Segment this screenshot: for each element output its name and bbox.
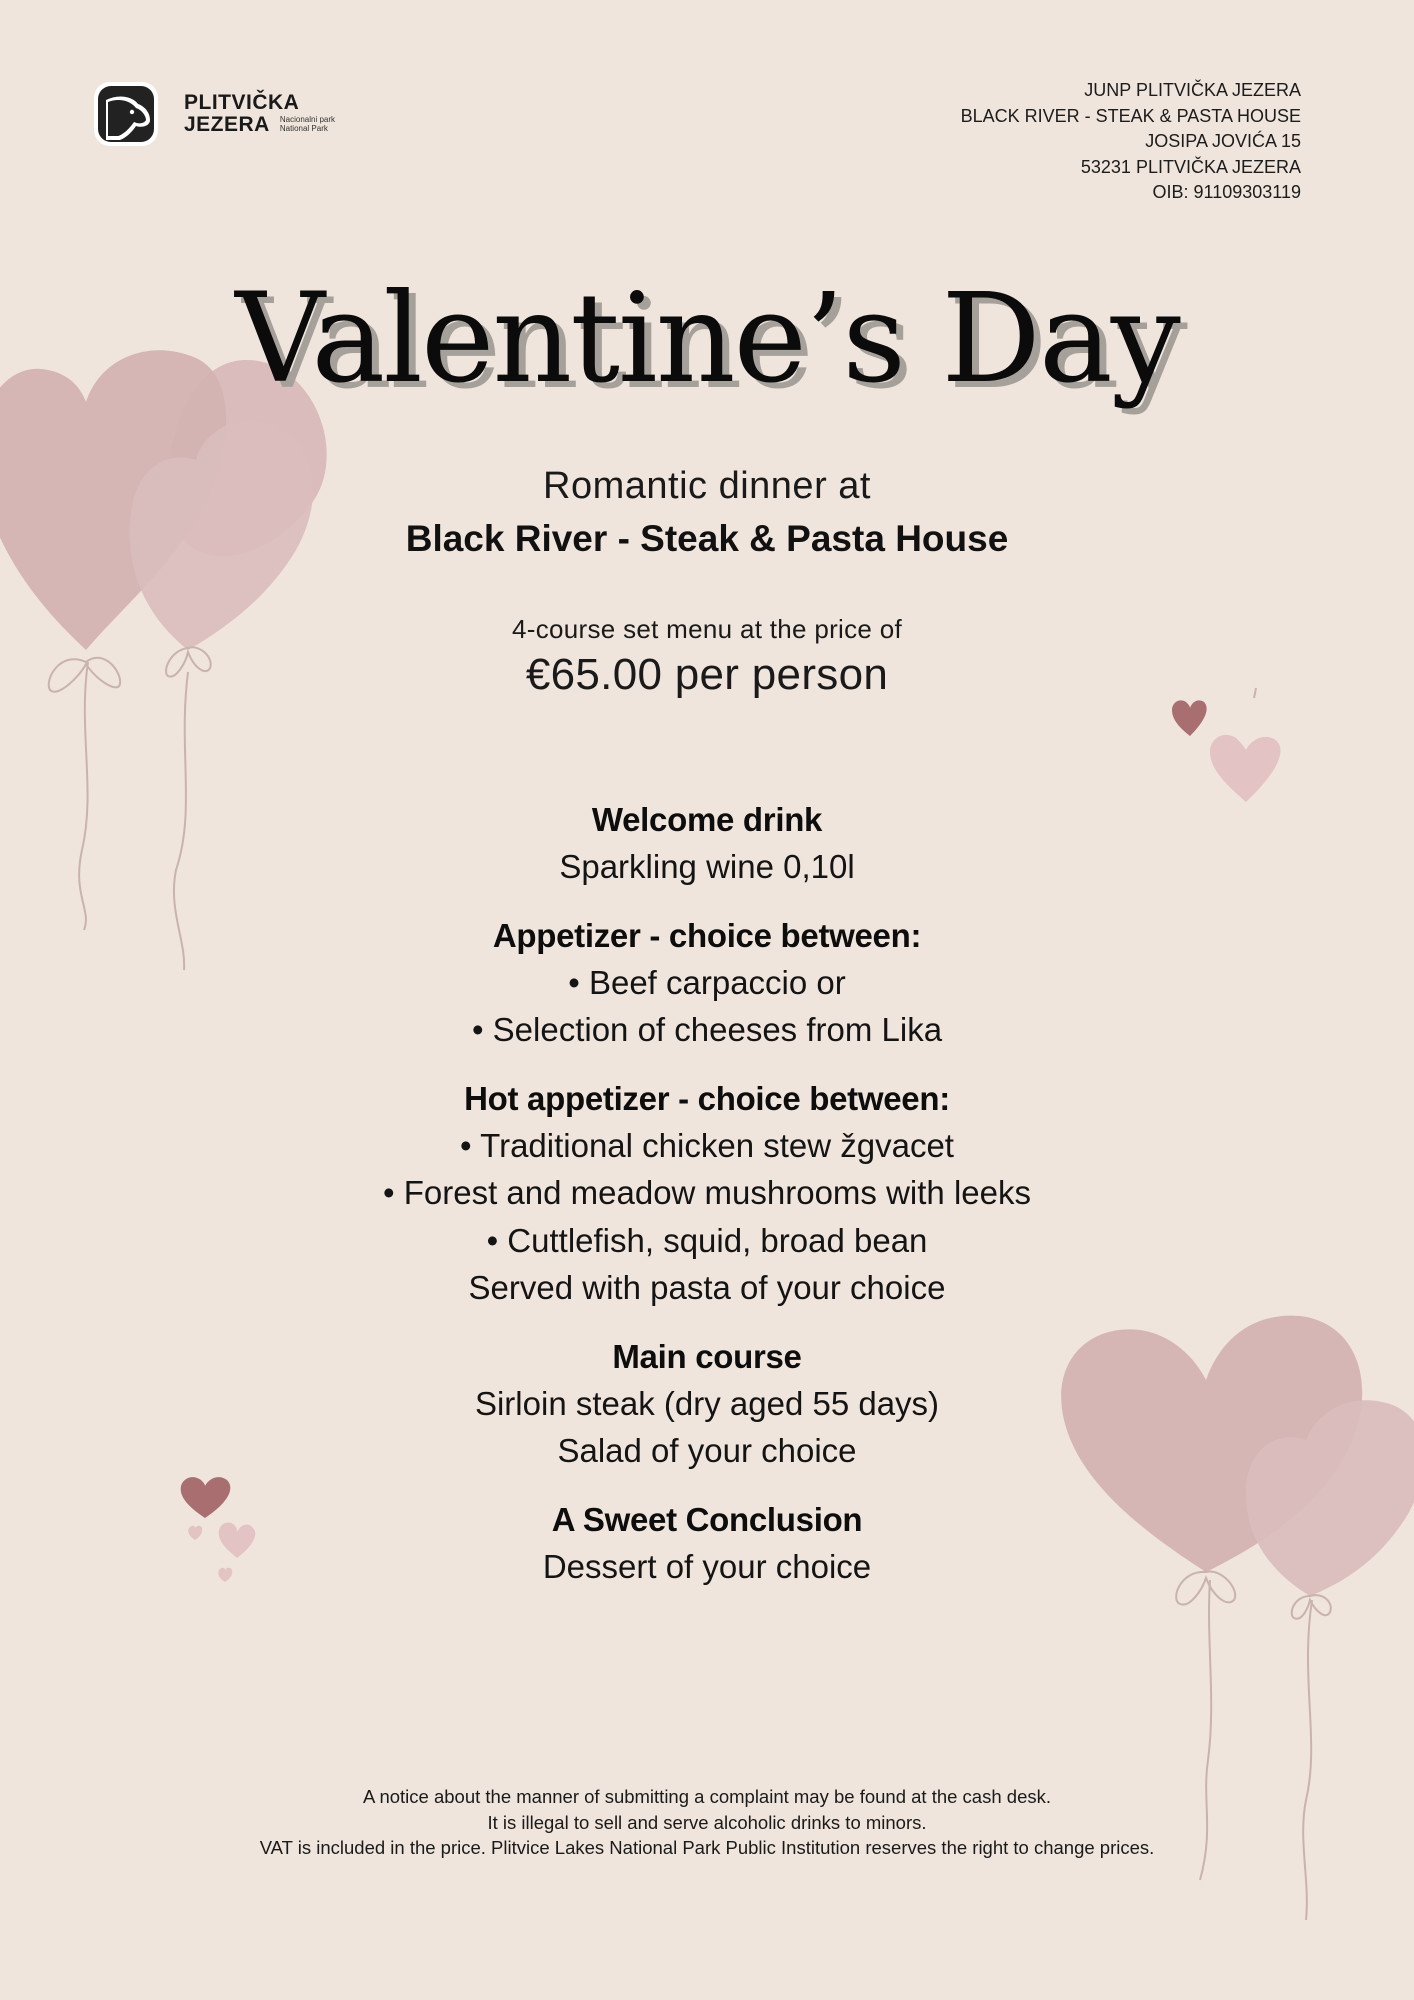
course-title: Welcome drink: [591, 801, 823, 838]
course-title: Main course: [612, 1337, 802, 1375]
set-menu: [0, 796, 1414, 1611]
price: €65.00 per person: [525, 650, 889, 699]
bear-logo-icon: [92, 80, 160, 148]
course-item: Sparkling wine 0,10l: [559, 848, 855, 885]
heart-small-dark: [1172, 700, 1207, 736]
course-item: Salad of your choice: [557, 1432, 857, 1469]
park-logo: [92, 80, 335, 148]
notice-line: VAT is included in the price. Plitvice Lakes National Park Public Institution reserves the right to change prices.: [259, 1837, 1155, 1858]
course-item: • Forest and meadow mushrooms with leeks: [383, 1174, 1031, 1211]
notice-line: A notice about the manner of submitting a complaint may be found at the cash desk.: [363, 1786, 1051, 1807]
course-item: • Selection of cheeses from Lika: [471, 1011, 943, 1048]
course-welcome-drink: [0, 796, 1414, 891]
venue-name: Black River - Steak & Pasta House: [405, 518, 1009, 559]
address-line: JOSIPA JOVIĆA 15: [1145, 131, 1301, 151]
course-main: [0, 1333, 1414, 1475]
course-item: • Beef carpaccio or: [568, 963, 846, 1001]
restaurant-address: [961, 78, 1301, 206]
logo-name-line1: PLITVIČKA: [184, 90, 300, 114]
heart-small-light: [1210, 735, 1280, 802]
course-appetizer: [0, 912, 1414, 1054]
logo-subtitle-en: National Park: [279, 124, 328, 134]
notice-line: It is illegal to sell and serve alcoholic drinks to minors.: [487, 1811, 927, 1833]
address-line: JUNP PLITVIČKA JEZERA: [1084, 80, 1301, 100]
course-title: A Sweet Conclusion: [551, 1500, 863, 1538]
course-item: • Cuttlefish, squid, broad bean: [486, 1221, 928, 1259]
course-title: Appetizer - choice between:: [492, 916, 922, 954]
course-title: Hot appetizer - choice between:: [464, 1079, 950, 1117]
logo-name-line2: JEZERA: [184, 113, 270, 136]
address-line: OIB: 91109303119: [1152, 182, 1301, 202]
address-line: 53231 PLITVIČKA JEZERA: [1080, 156, 1301, 177]
course-hot-appetizer: [0, 1075, 1414, 1312]
price-intro: 4-course set menu at the price of: [512, 614, 902, 644]
legal-notice: [0, 1784, 1414, 1861]
address-line: BLACK RIVER - STEAK & PASTA HOUSE: [960, 105, 1301, 126]
page-title: Valentine’s Day: [235, 267, 1179, 411]
logo-subtitle-hr: Nacionalni park: [279, 115, 335, 125]
course-item: • Traditional chicken stew žgvacet: [460, 1126, 954, 1164]
course-item: Served with pasta of your choice: [468, 1269, 946, 1306]
balloon-string: [1303, 1600, 1312, 1920]
subtitle: Romantic dinner at: [543, 465, 871, 507]
course-item: Dessert of your choice: [542, 1547, 872, 1585]
course-item: Sirloin steak (dry aged 55 days): [474, 1384, 940, 1422]
course-dessert: [0, 1496, 1414, 1591]
